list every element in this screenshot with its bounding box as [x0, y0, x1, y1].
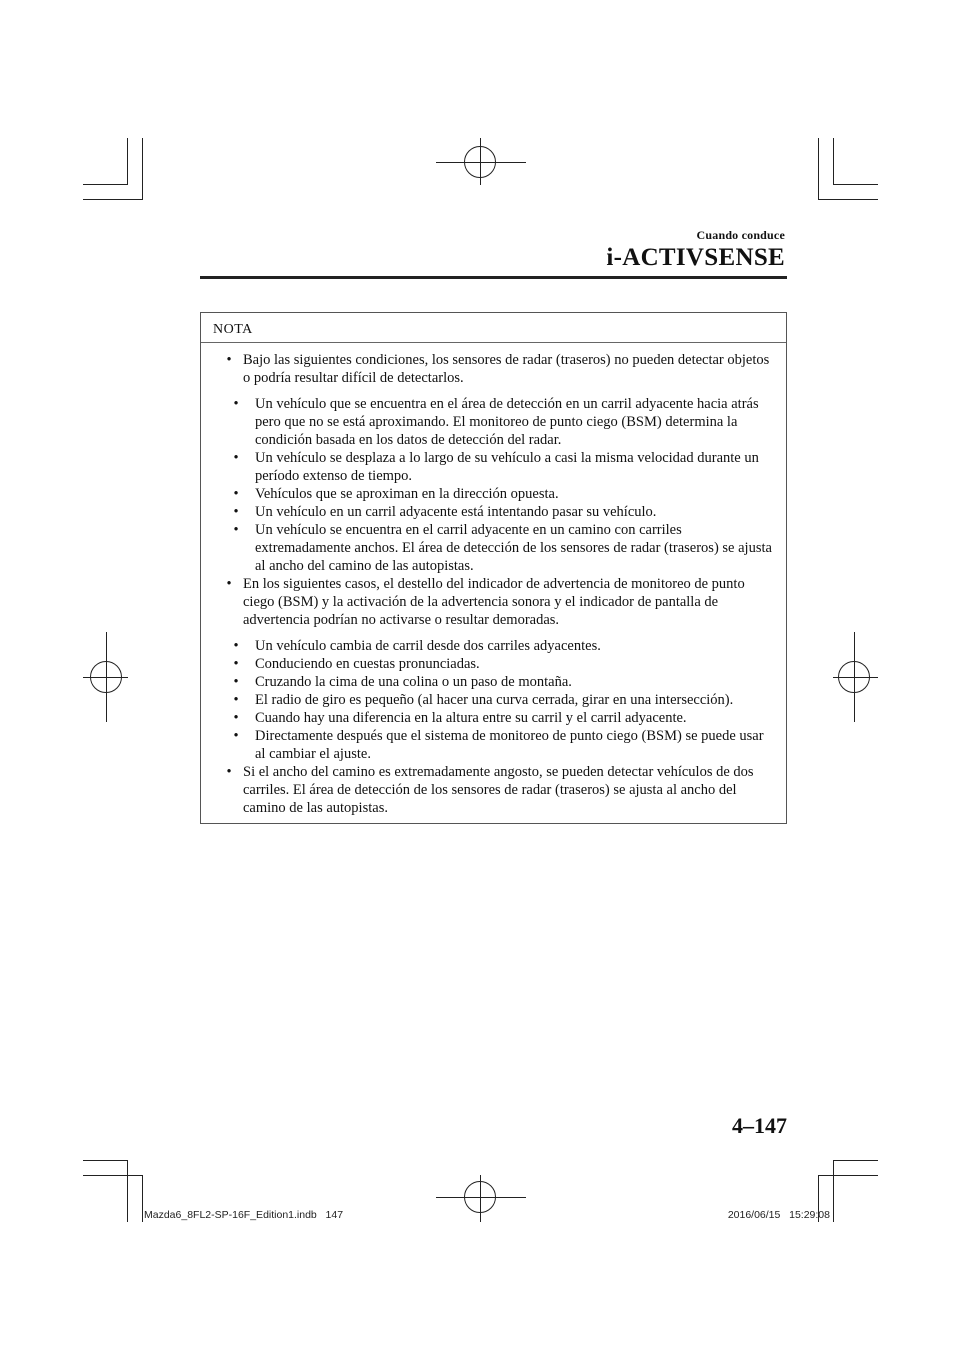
bullet-icon: •: [233, 450, 239, 466]
note-subitem-text: Conduciendo en cuestas pronunciadas.: [255, 656, 480, 672]
registration-circle: [464, 1181, 496, 1213]
note-subitem-text: Cuando hay una diferencia en la altura entre su carril y el carril adyacente.: [255, 710, 687, 726]
note-subitem-text: Un vehículo se desplaza a lo largo de su vehículo a casi la misma velocidad durante un período extenso de tiempo.: [255, 450, 759, 484]
crop-mark: [833, 138, 834, 185]
crop-mark: [127, 138, 128, 185]
note-subitem-text: Un vehículo en un carril adyacente está intentando pasar su vehículo.: [255, 504, 657, 520]
note-item-text: Bajo las siguientes condiciones, los sensores de radar (traseros) no pueden detectar objetos o podría resultar difícil de detectarlos.: [243, 352, 770, 386]
note-subitem: [215, 521, 772, 575]
crop-mark: [127, 1160, 128, 1222]
note-subitem-text: Un vehículo que se encuentra en el área de detección en un carril adyacente hacia atrás pero que no se está aproximando. El monitoreo de punto ciego (BSM) determina la condición basada en los datos de detección del radar.: [255, 396, 759, 448]
note-subitem: [215, 691, 772, 709]
crop-mark: [833, 1160, 878, 1161]
note-subitem: [215, 673, 772, 691]
bullet-icon: •: [226, 764, 232, 780]
bullet-icon: •: [233, 656, 239, 672]
note-body: [201, 343, 786, 817]
note-subitem: [215, 637, 772, 655]
note-subitem: [215, 503, 772, 521]
note-item-text: Si el ancho del camino es extremadamente angosto, se pueden detectar vehículos de dos carriles. El área de detección de los sensores de radar (traseros) se ajusta al ancho del camino de las autopistas.: [243, 764, 754, 816]
crop-mark: [818, 138, 819, 200]
note-subitem-text: Cruzando la cima de una colina o un paso de montaña.: [255, 674, 572, 690]
note-subitem-text: Un vehículo se encuentra en el carril adyacente en un camino con carriles extremadamente anchos. El área de detección de los sensores de radar (traseros) se ajusta al ancho del camino de las autopistas.: [255, 522, 772, 574]
note-item: [215, 575, 772, 629]
note-box: [200, 312, 787, 824]
crop-mark: [142, 1175, 143, 1222]
footer-filename: Mazda6_8FL2-SP-16F_Edition1.indb 147: [144, 1209, 344, 1221]
page-number: 4–147: [732, 1113, 787, 1138]
note-item-text: En los siguientes casos, el destello del indicador de advertencia de monitoreo de punto ciego (BSM) y la activación de la advertencia sonora y el indicador de pantalla de advertencia podrían no activarse o resultar demoradas.: [243, 576, 745, 628]
bullet-icon: •: [226, 352, 232, 368]
footer-timestamp: 2016/06/15 15:29:08: [727, 1209, 830, 1221]
section-subtitle: Cuando conduce: [696, 228, 785, 242]
crop-mark: [833, 184, 878, 185]
bullet-icon: •: [233, 504, 239, 520]
note-item: [215, 351, 772, 387]
section-title: i-ACTIVSENSE: [606, 244, 785, 271]
bullet-icon: •: [233, 710, 239, 726]
bullet-icon: •: [226, 576, 232, 592]
crop-mark: [142, 138, 143, 200]
bullet-icon: •: [233, 674, 239, 690]
note-subitem-text: Directamente después que el sistema de monitoreo de punto ciego (BSM) se puede usar al cambiar el ajuste.: [255, 728, 764, 762]
note-subitem: [215, 709, 772, 727]
note-subitem: [215, 449, 772, 485]
note-subitem: [215, 655, 772, 673]
crop-mark: [818, 199, 878, 200]
bullet-icon: •: [233, 396, 239, 412]
crop-mark: [83, 1160, 128, 1161]
note-subitem-text: El radio de giro es pequeño (al hacer una curva cerrada, girar en una intersección).: [255, 692, 734, 708]
bullet-icon: •: [233, 728, 239, 744]
note-subitem: [215, 485, 772, 503]
note-subitem: [215, 727, 772, 763]
bullet-icon: •: [233, 486, 239, 502]
bullet-icon: •: [233, 692, 239, 708]
crop-mark: [83, 1175, 143, 1176]
crop-mark: [83, 199, 143, 200]
registration-circle: [838, 661, 870, 693]
header-rule: [200, 276, 787, 279]
note-title: NOTA: [201, 313, 786, 343]
note-subitem: [215, 395, 772, 449]
note-subitem-text: Un vehículo cambia de carril desde dos carriles adyacentes.: [255, 638, 601, 654]
note-item: [215, 763, 772, 817]
registration-circle: [90, 661, 122, 693]
crop-mark: [818, 1175, 878, 1176]
note-subitem-text: Vehículos que se aproximan en la dirección opuesta.: [255, 486, 559, 502]
registration-circle: [464, 146, 496, 178]
bullet-icon: •: [233, 522, 239, 538]
crop-mark: [83, 184, 128, 185]
crop-mark: [833, 1160, 834, 1222]
bullet-icon: •: [233, 638, 239, 654]
